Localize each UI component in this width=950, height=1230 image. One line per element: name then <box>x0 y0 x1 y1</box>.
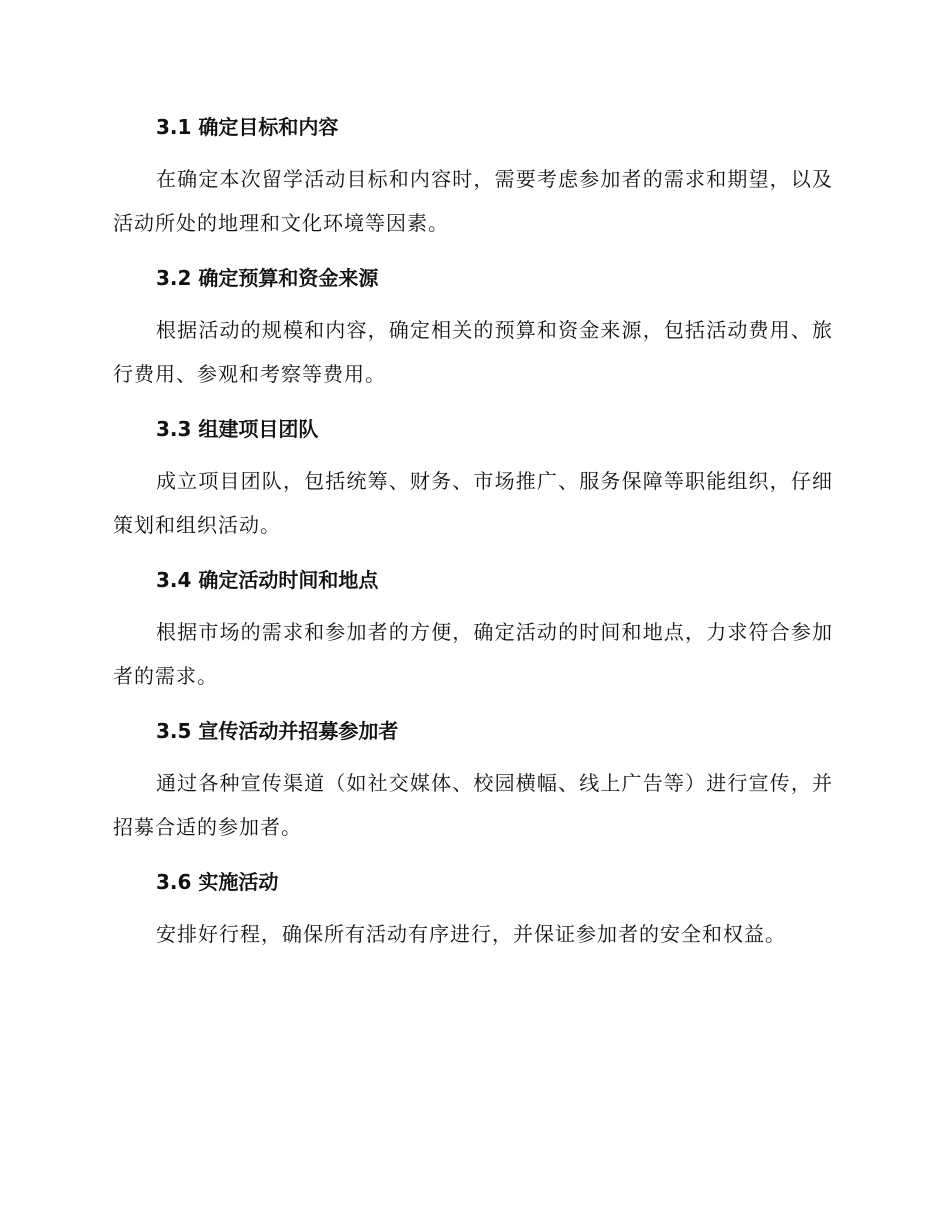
section-heading: 3.2 确定预算和资金来源 <box>156 266 379 290</box>
section-paragraph: 安排好行程，确保所有活动有序进行，并保证参加者的安全和权益。 <box>156 922 786 946</box>
section-3-3 <box>113 414 833 547</box>
section-paragraph: 根据活动的规模和内容，确定相关的预算和资金来源，包括活动费用、旅行费用、参观和考察等费用。 <box>113 318 833 386</box>
document-body <box>113 112 833 974</box>
section-3-5 <box>113 716 833 849</box>
section-paragraph: 通过各种宣传渠道（如社交媒体、校园横幅、线上广告等）进行宣传，并招募合适的参加者。 <box>113 771 833 839</box>
section-3-2 <box>113 263 833 396</box>
section-heading: 3.5 宣传活动并招募参加者 <box>156 719 399 743</box>
section-heading: 3.4 确定活动时间和地点 <box>156 568 379 592</box>
section-3-6 <box>113 867 833 956</box>
section-heading: 3.6 实施活动 <box>156 870 279 894</box>
section-paragraph: 根据市场的需求和参加者的方便，确定活动的时间和地点，力求符合参加者的需求。 <box>113 620 833 688</box>
section-3-4 <box>113 565 833 698</box>
section-paragraph: 成立项目团队，包括统筹、财务、市场推广、服务保障等职能组织，仔细策划和组织活动。 <box>113 469 833 537</box>
section-heading: 3.1 确定目标和内容 <box>156 115 339 139</box>
section-paragraph: 在确定本次留学活动目标和内容时，需要考虑参加者的需求和期望，以及活动所处的地理和文化环境等因素。 <box>113 167 833 235</box>
section-heading: 3.3 组建项目团队 <box>156 417 319 441</box>
section-3-1 <box>113 112 833 245</box>
